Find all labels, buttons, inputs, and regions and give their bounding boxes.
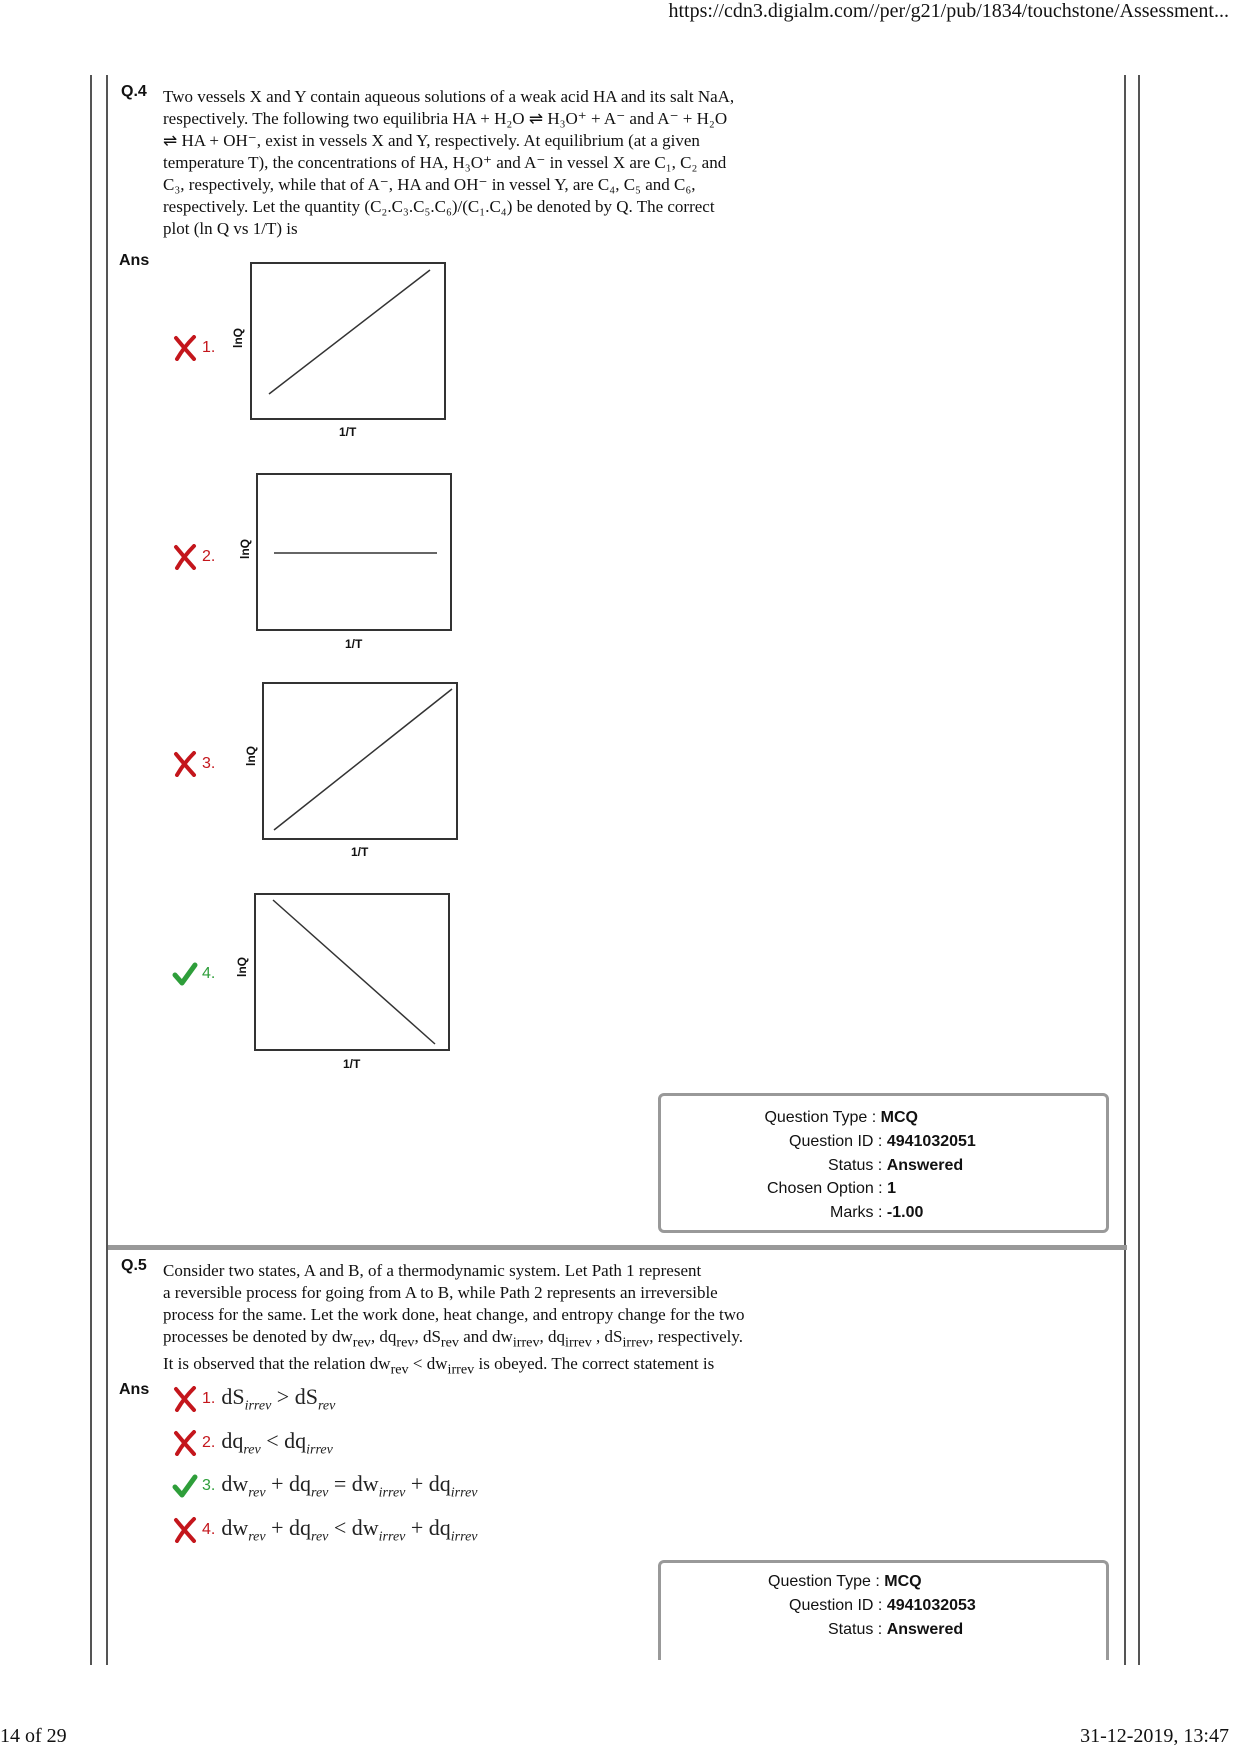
cross-icon [172,751,198,777]
subscript: irrev [306,1442,333,1458]
checkmark-icon [172,961,198,987]
plot-frame [250,262,446,420]
info-value: -1.00 [886,1204,924,1221]
question-line: Two vessels X and Y contain aqueous solutions of a weak acid HA and its salt NaA, [163,87,735,106]
frame-right-outer [1138,75,1140,1665]
subscript: irrev [378,1485,406,1501]
subscript: irrev [378,1529,406,1545]
x-axis-label: 1/T [343,1057,361,1071]
subscript: irrev [447,1361,475,1378]
x-axis-label: 1/T [339,425,357,439]
info-question-id [789,1597,976,1615]
subscript: rev [311,1485,329,1501]
info-value: Answered [886,1157,964,1174]
question-info-box [658,1560,1109,1660]
cross-icon [172,1430,198,1456]
question-number: Q.4 [121,83,147,100]
footer-page-number: 14 of 29 [0,1725,67,1747]
info-key: Chosen Option : [767,1180,883,1197]
subscript: rev [317,1398,336,1414]
cross-icon [172,544,198,570]
cross-icon [172,1517,198,1543]
option-1 [172,335,215,361]
option-2 [172,544,215,570]
header-url: https://cdn3.digialm.com//per/g21/pub/1834/touchstone/Assessment... [668,0,1229,22]
plot-line [256,895,448,1049]
option-4 [172,961,215,987]
info-key: Question ID : [789,1133,883,1150]
cross-icon [172,1386,198,1412]
footer-datetime: 31-12-2019, 13:47 [1080,1725,1229,1747]
checkmark-icon [172,1473,198,1499]
info-value: 4941032053 [886,1597,976,1614]
option-1 [172,1384,335,1414]
option-number: 4. [202,1521,216,1539]
option-2 [172,1428,333,1458]
subscript: rev [311,1529,329,1545]
option-text: $dq_{rev} < dq_{irrev}$ [221,1428,333,1458]
plot-frame [256,473,452,631]
info-key: Question ID : [789,1597,883,1614]
plot-line [252,264,444,418]
plot-frame [254,893,450,1051]
question-line: plot (ln Q vs 1/T) is [163,219,298,238]
x-axis-label: 1/T [345,637,363,651]
subscript: irrev [565,1334,592,1351]
info-key: Status : [828,1157,883,1174]
info-key: Question Type : [764,1109,877,1126]
option-3 [172,1471,478,1501]
option-text: $dw_{rev} + dq_{rev} < dw_{irrev} + dq_{irrev}$ [221,1515,478,1545]
info-value: 1 [887,1180,896,1197]
question-line: It is observed that the relation $dw_{rev} < dw_{irrev}$ is obeyed. The correct statement is [163,1354,715,1378]
question-line: Consider two states, A and B, of a thermodynamic system. Let Path 1 represent [163,1261,702,1280]
subscript: rev [243,1442,261,1458]
subscript: irrev [450,1485,478,1501]
question-line: respectively. The following two equilibria HA + H₂O ⇌ H₃O⁺ + A⁻ and A⁻ + H₂O [163,109,728,128]
info-chosen-option [767,1180,896,1198]
option-text: $dw_{rev} + dq_{rev} = dw_{irrev} + dq_{irrev}$ [221,1471,478,1501]
question-info-box [658,1093,1109,1233]
answer-label: Ans [119,252,150,269]
plot-frame [262,682,458,840]
option-text: $dS_{irrev} > dS_{rev}$ [221,1384,336,1414]
question-line: ⇌ HA + OH⁻, exist in vessels X and Y, respectively. At equilibrium (at a given [163,131,700,150]
info-key: Question Type : [768,1573,880,1590]
y-axis-label: lnQ [238,539,252,559]
info-key: Status : [828,1621,883,1638]
option-number: 1. [202,339,216,356]
subscript: irrev [450,1529,478,1545]
plot-line [264,684,456,838]
option-3 [172,751,215,777]
subscript: irrev [622,1334,650,1351]
subscript: irrev [244,1398,272,1414]
info-question-type [768,1573,922,1591]
option-number: 4. [202,965,216,982]
y-axis-label: lnQ [235,957,249,977]
question-line: C₃, respectively, while that of A⁻, HA and OH⁻ in vessel Y, are C₄, C₅ and C₆, [163,175,696,194]
option-number: 3. [202,1477,216,1495]
x-axis-label: 1/T [351,845,369,859]
option-number: 2. [202,548,216,565]
frame-left-outer [90,75,92,1665]
info-question-id [789,1133,976,1151]
option-4 [172,1515,478,1545]
frame-left-inner [106,75,108,1665]
info-status [828,1157,963,1175]
info-key: Marks : [830,1204,883,1221]
option-number: 2. [202,1434,216,1452]
answer-label: Ans [119,1381,150,1398]
question-text [163,1260,807,1381]
question-line: respectively. Let the quantity (C₂.C₃.C₅.C₆)/(C₁.C₄) be denoted by Q. The correct [163,197,715,216]
frame-right-inner [1124,75,1126,1665]
info-value: MCQ [884,1573,922,1590]
plot-line [258,475,450,629]
question-line: processes be denoted by $dw_{rev}$, $dq_{rev}$, $dS_{rev}$ and $dw_{irrev}$, $dq_{irrev}$ , $dS_{irrev}$, respectively. [163,1327,744,1351]
question-text [163,86,810,240]
subscript: rev [248,1529,266,1545]
question-separator [108,1245,1127,1250]
info-question-type [764,1109,918,1127]
question-number: Q.5 [121,1257,147,1274]
info-value: 4941032051 [886,1133,976,1150]
subscript: rev [440,1334,459,1351]
option-number: 1. [202,1390,216,1408]
question-line: temperature T), the concentrations of HA, H₃O⁺ and A⁻ in vessel X are C₁, C₂ and [163,153,727,172]
y-axis-label: lnQ [231,328,245,348]
subscript: irrev [512,1334,540,1351]
subscript: rev [390,1361,409,1378]
option-number: 3. [202,755,216,772]
subscript: rev [248,1485,266,1501]
question-line: process for the same. Let the work done, heat change, and entropy change for the two [163,1305,745,1324]
y-axis-label: lnQ [244,746,258,766]
info-value: Answered [886,1621,964,1638]
cross-icon [172,335,198,361]
info-value: MCQ [880,1109,918,1126]
question-line: a reversible process for going from A to B, while Path 2 represents an irreversible [163,1283,718,1302]
info-marks [830,1204,923,1222]
info-status [828,1621,963,1639]
subscript: rev [352,1334,371,1351]
subscript: rev [396,1334,415,1351]
